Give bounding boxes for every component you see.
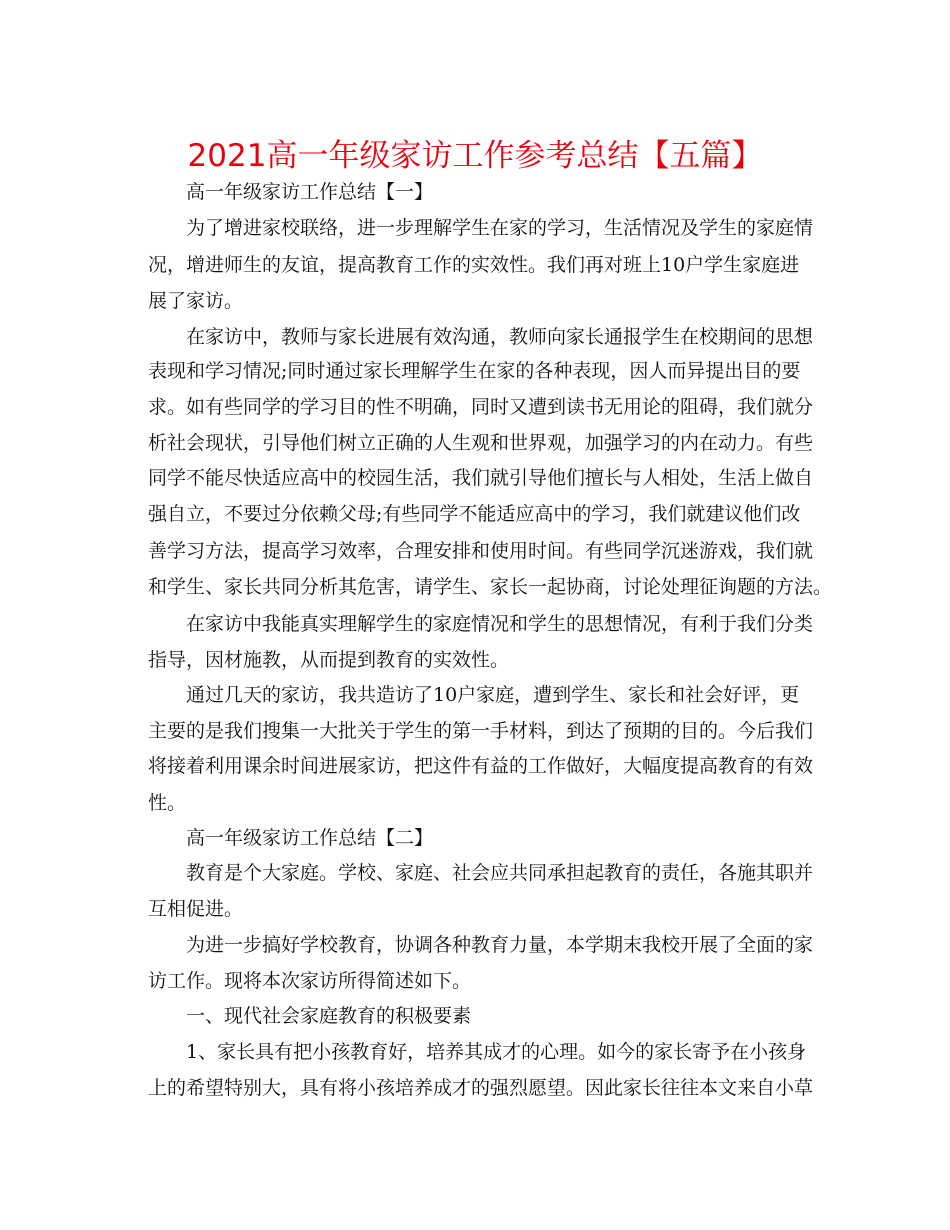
paragraph-line: 上的希望特别大，具有将小孩培养成才的强烈愿望。因此家长往往本文来自小草 [148, 1077, 814, 1099]
paragraph-line: 主要的是我们搜集一大批关于学生的第一手材料，到达了预期的目的。今后我们 [148, 720, 814, 742]
paragraph-line: 在家访中我能真实理解学生的家庭情况和学生的思想情况，有利于我们分类 [186, 613, 814, 635]
paragraph-line: 互相促进。 [148, 898, 244, 920]
paragraph-line: 教育是个大家庭。学校、家庭、社会应共同承担起教育的责任，各施其职并 [186, 862, 814, 884]
paragraph-line: 展了家访。 [148, 290, 244, 312]
paragraph-line: 性。 [148, 792, 187, 814]
paragraph-line: 同学不能尽快适应高中的校园生活，我们就引导他们擅长与人相处，生活上做自 [148, 467, 814, 489]
document-title: 2021高一年级家访工作参考总结【五篇】 [187, 138, 763, 174]
paragraph-line: 将接着利用课余时间进展家访，把这件有益的工作做好，大幅度提高教育的有效 [148, 755, 814, 777]
paragraph-line: 求。如有些同学的学习目的性不明确，同时又遭到读书无用论的阻碍，我们就分 [148, 396, 814, 418]
paragraph-line: 表现和学习情况;同时通过家长理解学生在家的各种表现，因人而异提出目的要 [148, 360, 801, 382]
paragraph-line: 在家访中，教师与家长进展有效沟通，教师向家长通报学生在校期间的思想 [186, 326, 814, 348]
paragraph-line: 善学习方法，提高学习效率，合理安排和使用时间。有些同学沉迷游戏，我们就 [148, 540, 814, 562]
paragraph-line: 通过几天的家访，我共造访了10户家庭，遭到学生、家长和社会好评，更 [186, 684, 800, 706]
paragraph-line: 指导，因材施教，从而提到教育的实效性。 [148, 649, 510, 671]
paragraph-line: 为进一步搞好学校教育，协调各种教育力量，本学期末我校开展了全面的家 [186, 934, 814, 956]
section-heading-1: 高一年级家访工作总结【一】 [186, 181, 434, 203]
paragraph-line: 和学生、家长共同分析其危害，请学生、家长一起协商，讨论处理征询题的方法。 [148, 576, 833, 598]
paragraph-line: 况，增进师生的友谊，提高教育工作的实效性。我们再对班上10户学生家庭进 [148, 254, 800, 276]
paragraph-line: 析社会现状，引导他们树立正确的人生观和世界观，加强学习的内在动力。有些 [148, 432, 814, 454]
paragraph-line: 1、家长具有把小孩教育好，培养其成才的心理。如今的家长寄予在小孩身 [186, 1041, 807, 1063]
paragraph-line: 强自立，不要过分依赖父母;有些同学不能适应高中的学习，我们就建议他们改 [148, 503, 801, 525]
subsection-heading: 一、现代社会家庭教育的积极要素 [186, 1005, 472, 1027]
paragraph-line: 访工作。现将本次家访所得简述如下。 [148, 970, 472, 992]
paragraph-line: 为了增进家校联络，进一步理解学生在家的学习，生活情况及学生的家庭情 [186, 217, 814, 239]
section-heading-2: 高一年级家访工作总结【二】 [186, 827, 434, 849]
